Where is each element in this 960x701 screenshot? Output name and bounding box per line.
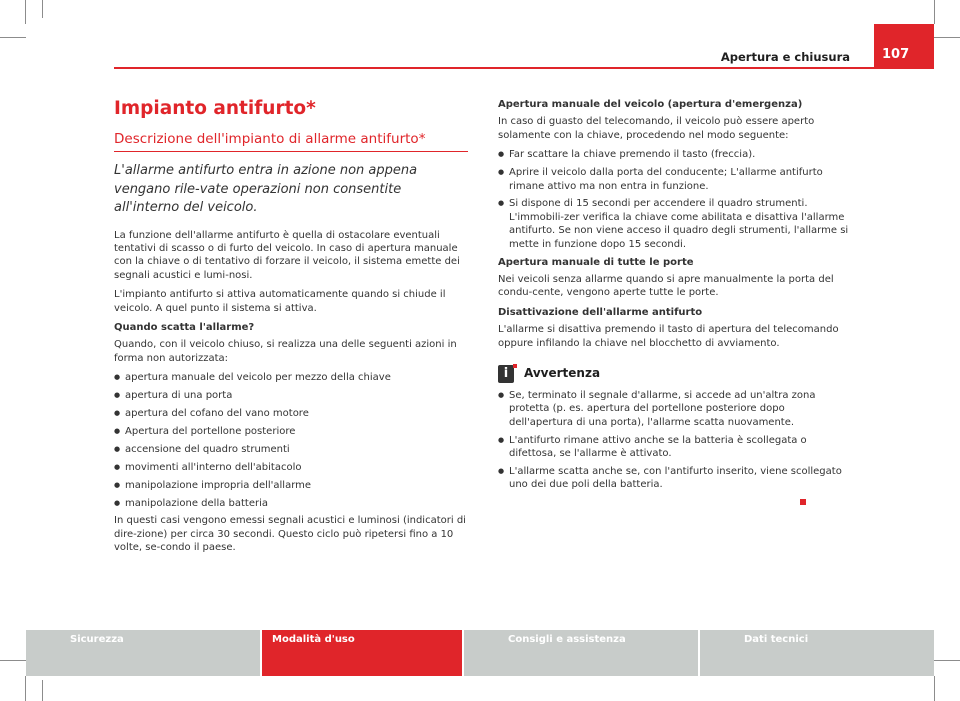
list-item: ● accensione del quadro strumenti xyxy=(114,443,468,456)
list-item: ● apertura del cofano del vano motore xyxy=(114,407,468,420)
paragraph: La funzione dell'allarme antifurto è quella di ostacolare eventuali tentativi di scasso o di furto del veicolo. In caso di apertura manuale con la chiave o di tentativo di forzare il veicolo, il sistema emette dei segnali acustici e lumi-nosi. xyxy=(114,229,460,281)
list-item: ● Far scattare la chiave premendo il tasto (freccia). xyxy=(498,148,850,161)
list-item: ● L'allarme scatta anche se, con l'antifurto inserito, viene scollegato uno dei due poli della batteria. xyxy=(498,465,850,492)
list-item: ● Aprire il veicolo dalla porta del conducente; L'allarme antifurto rimane attivo ma non entra in funzione. xyxy=(498,166,850,193)
crop-mark xyxy=(42,680,43,701)
list-item: ● Se, terminato il segnale d'allarme, si accede ad un'altra zona protetta (p. es. apertura del portellone posteriore dopo dell'apertura di una porta), l'allarme scatta nuovamente. xyxy=(498,389,850,429)
paragraph: Nei veicoli senza allarme quando si apre manualmente la porta del condu-cente, vengono aperte tutte le porte. xyxy=(498,273,834,299)
list-item: ● manipolazione impropria dell'allarme xyxy=(114,479,468,492)
list-item: ● L'antifurto rimane attivo anche se la batteria è scollegata o difettosa, se l'allarme è attivato. xyxy=(498,434,850,461)
subheading: Disattivazione dell'allarme antifurto xyxy=(498,306,703,318)
page-number: 107 xyxy=(874,24,934,67)
subheading: Quando scatta l'allarme? xyxy=(114,321,255,333)
notice-list xyxy=(498,389,850,492)
tab-consigli-e-assistenza[interactable]: Consigli e assistenza xyxy=(464,630,698,676)
tab-modalita-duso[interactable]: Modalità d'uso xyxy=(262,630,462,676)
crop-mark xyxy=(934,37,960,38)
notice-header xyxy=(498,365,850,383)
list-item: ● Apertura del portellone posteriore xyxy=(114,425,468,438)
list-item: ● Si dispone di 15 secondi per accendere il quadro strumenti. L'immobili-zer verifica la chiave come abilitata e disattiva l'allarme antifurto. Se non viene acceso il quadro degli strumenti, l'allarme si mette in funzione dopo 15 secondi. xyxy=(498,197,850,251)
paragraph: In questi casi vengono emessi segnali acustici e luminosi (indicatori di dire-zione) per circa 30 secondi. Questo ciclo può ripetersi fino a 10 volte, se-condo il paese. xyxy=(114,515,466,554)
paragraph: L'impianto antifurto si attiva automaticamente quando si chiude il veicolo. A quel punto il sistema si attiva. xyxy=(114,289,446,314)
trigger-list xyxy=(114,371,468,510)
paragraph: Quando, con il veicolo chiuso, si realizza una delle seguenti azioni in forma non autorizzata: xyxy=(114,339,457,364)
chapter-nav xyxy=(26,630,934,676)
section-subtitle: Descrizione dell'impianto di allarme antifurto* xyxy=(114,131,426,147)
subheading: Apertura manuale del veicolo (apertura d'emergenza) xyxy=(498,99,803,110)
left-column xyxy=(114,98,468,561)
tab-sicurezza[interactable]: Sicurezza xyxy=(26,630,260,676)
subtitle-rule xyxy=(114,151,468,152)
crop-mark xyxy=(25,0,26,24)
right-column xyxy=(498,98,850,510)
crop-mark xyxy=(934,660,960,661)
list-item: ● apertura di una porta xyxy=(114,389,468,402)
info-icon: i xyxy=(498,365,514,383)
crop-mark xyxy=(934,676,935,701)
page-title: Impianto antifurto* xyxy=(114,98,316,119)
tab-dati-tecnici[interactable]: Dati tecnici xyxy=(700,630,934,676)
section-title: Apertura e chiusura xyxy=(720,50,850,64)
crop-mark xyxy=(42,0,43,18)
list-item: ● apertura manuale del veicolo per mezzo della chiave xyxy=(114,371,468,384)
list-item: ● manipolazione della batteria xyxy=(114,497,468,510)
notice-title: Avvertenza xyxy=(524,366,601,381)
crop-mark xyxy=(0,660,26,661)
paragraph: L'allarme si disattiva premendo il tasto di apertura del telecomando oppure infilando la chiave nel blocchetto di avviamento. xyxy=(498,324,839,349)
crop-mark xyxy=(25,676,26,701)
crop-mark xyxy=(934,0,935,24)
subheading: Apertura manuale di tutte le porte xyxy=(498,256,694,268)
lead-paragraph: L'allarme antifurto entra in azione non appena vengano rile-vate operazioni non consentite all'interno del veicolo. xyxy=(114,163,418,215)
paragraph: In caso di guasto del telecomando, il veicolo può essere aperto solamente con la chiave, procedendo nel modo seguente: xyxy=(498,116,815,141)
emergency-steps-list xyxy=(498,148,850,251)
square-end-icon xyxy=(800,499,806,505)
crop-mark xyxy=(0,37,26,38)
header-rule xyxy=(114,67,934,69)
list-item: ● movimenti all'interno dell'abitacolo xyxy=(114,461,468,474)
